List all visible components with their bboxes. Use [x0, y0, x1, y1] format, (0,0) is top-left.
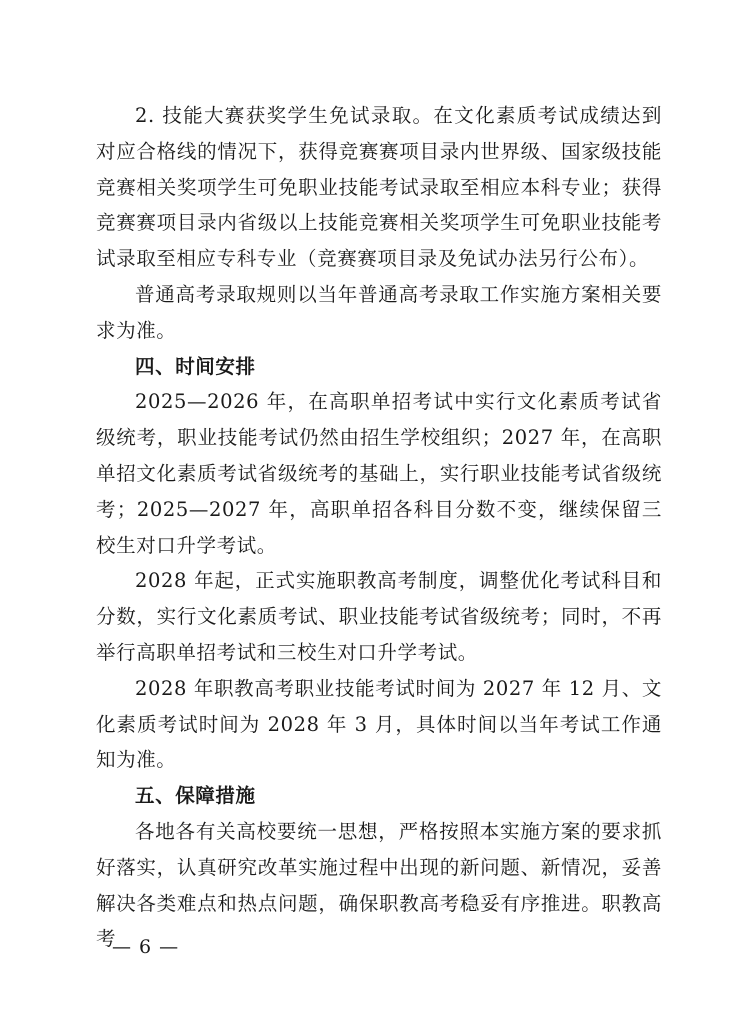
paragraph-safeguards: 各地各有关高校要统一思想，严格按照本实施方案的要求抓好落实，认真研究改革实施过程中出现的新问题、新情况，妥善解决各类难点和热点问题，确保职教高考稳妥有序推进。职教高考 [96, 819, 662, 951]
paragraph-schedule-2028: 2028 年起，正式实施职教高考制度，调整优化考试科目和分数，实行文化素质考试、职业技能考试省级统考；同时，不再举行高职单招考试和三校生对口升学考试。 [96, 569, 662, 664]
paragraph-schedule-2025-2027: 2025—2026 年，在高职单招考试中实行文化素质考试省级统考，职业技能考试仍然由招生学校组织；2027 年，在高职单招文化素质考试省级统考的基础上，实行职业技能考试省级统考；2025—2027 年，高职单招各科目分数不变，继续保留三校生对口升学考试。 [96, 390, 662, 557]
paragraph-general-exam-rules: 普通高考录取规则以当年普通高考录取工作实施方案相关要求为准。 [96, 282, 662, 342]
paragraph-skills-competition-exemption: 2. 技能大赛获奖学生免试录取。在文化素质考试成绩达到对应合格线的情况下，获得竞赛赛项目录内世界级、国家级技能竞赛相关奖项学生可免职业技能考试录取至相应本科专业；获得竞赛赛项目录内省级以上技能竞赛相关奖项学生可免职业技能考试录取至相应专科专业（竞赛赛项目录及免试办法另行公布）。 [96, 104, 662, 271]
section-heading-schedule: 四、时间安排 [135, 354, 256, 378]
section-heading-safeguards: 五、保障措施 [135, 784, 256, 808]
page-number: — 6 — [112, 936, 180, 958]
paragraph-exam-timing: 2028 年职教高考职业技能考试时间为 2027 年 12 月、文化素质考试时间为 2028 年 3 月，具体时间以当年考试工作通知为准。 [96, 676, 662, 772]
document-page [96, 98, 662, 957]
